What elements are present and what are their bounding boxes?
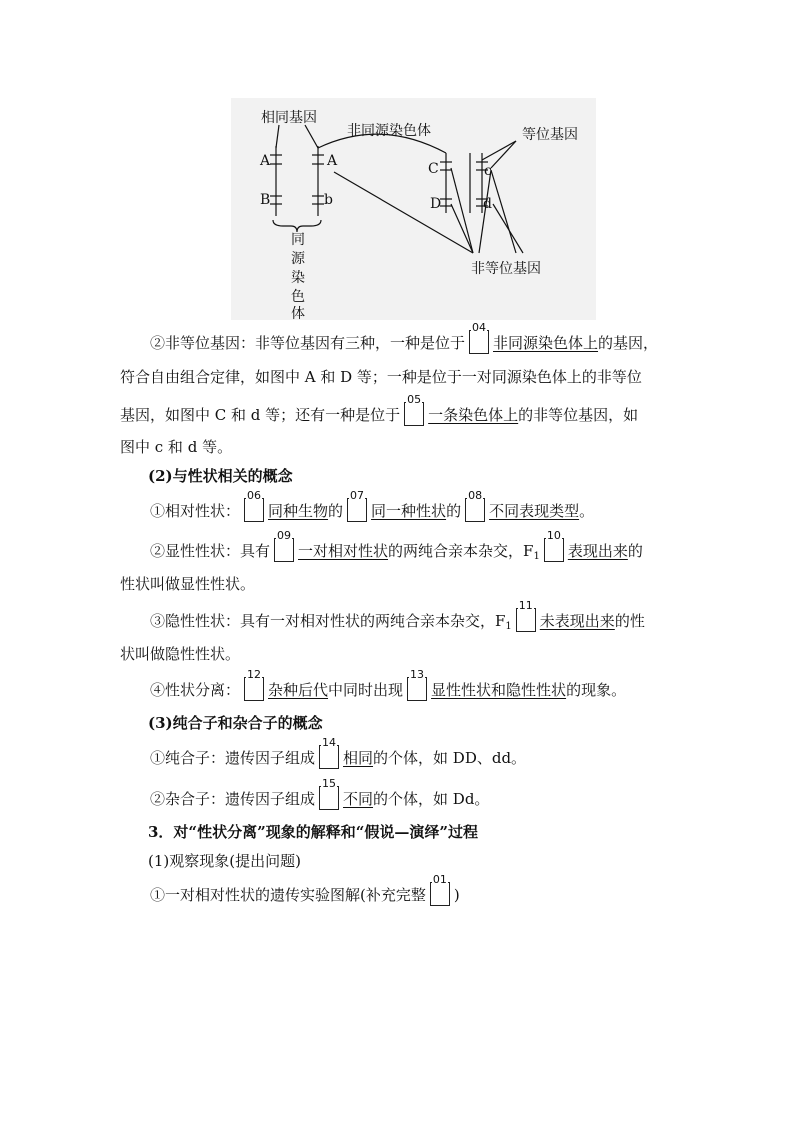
non-allele-paragraph-line4: 图中 c 和 d 等。	[120, 438, 233, 456]
relative-trait-line: ①相对性状： 06 同种生物的 07 同一种性状的 08 不同表现类型。	[150, 489, 595, 520]
recessive-trait-line1: ③隐性性状：具有一对相对性状的两纯合亲本杂交，$F_1$ 11 未表现出来的性	[150, 599, 645, 632]
gene-b: b	[324, 192, 333, 208]
answer-15: 不同	[343, 790, 374, 808]
answer-box-10: 10	[544, 538, 564, 562]
answer-box-04: 04	[469, 330, 489, 354]
allele-pointer-1	[482, 141, 516, 160]
answer-14: 相同	[343, 749, 374, 767]
section-heading-3: 3．对“性状分离”现象的解释和“假说—演绎”过程	[148, 823, 478, 841]
answer-box-09: 09	[274, 538, 294, 562]
homologous-brace	[273, 220, 321, 232]
chromosome-diagram-svg	[231, 98, 596, 320]
label-allele: 等位基因	[522, 127, 578, 143]
answer-box-14: 14	[319, 745, 339, 769]
dominant-trait-line2: 性状叫做显性性状。	[120, 575, 256, 593]
homologous-char-3: 染	[291, 270, 305, 286]
recessive-trait-line2: 状叫做隐性性状。	[120, 645, 241, 663]
experiment-diagram-line: ①一对相对性状的遗传实验图解(补充完整 01 )	[150, 873, 460, 904]
same-gene-pointer-2	[305, 125, 318, 148]
answer-05: 一条染色体上	[428, 406, 519, 424]
section-heading-observe: (1)观察现象(提出问题)	[148, 852, 301, 870]
homologous-char-5: 体	[291, 306, 305, 320]
answer-box-13: 13	[407, 677, 427, 701]
answer-13: 显性性状和隐性性状	[431, 681, 567, 699]
non-allele-paragraph-line3: 基因，如图中 C 和 d 等；还有一种是位于 05 一条染色体上的非等位基因，如	[120, 393, 639, 424]
section-heading-homozygote: (3)纯合子和杂合子的概念	[148, 714, 323, 732]
answer-11: 未表现出来	[539, 612, 615, 630]
answer-box-08: 08	[465, 498, 485, 522]
gene-c: c	[484, 163, 492, 179]
same-gene-pointer-1	[276, 125, 279, 148]
answer-04: 非同源染色体上	[493, 334, 599, 352]
gene-A: A	[260, 153, 271, 169]
answer-box-15: 15	[319, 786, 339, 810]
homologous-char-2: 源	[291, 251, 305, 267]
answer-09: 一对相对性状	[298, 542, 389, 560]
allele-pointer-2	[491, 141, 516, 168]
gene-D: D	[430, 196, 442, 212]
non-allele-paragraph-line2: 符合自由组合定律，如图中 A 和 D 等；一种是位于一对同源染色体上的非等位	[120, 368, 642, 386]
chromosome-diagram	[231, 98, 596, 320]
answer-10: 表现出来	[567, 542, 628, 560]
section-heading-traits: (2)与性状相关的概念	[148, 467, 293, 485]
gene-d: d	[483, 196, 492, 212]
answer-box-11: 11	[516, 608, 536, 632]
homologous-char-1: 同	[291, 232, 305, 248]
gene-C: C	[428, 161, 439, 177]
non-allele-pointer-A	[334, 172, 473, 253]
homozygote-line: ①纯合子：遗传因子组成 14 相同的个体，如 DD、dd。	[150, 736, 527, 767]
dominant-trait-line1: ②显性性状：具有 09 一对相对性状的两纯合亲本杂交，$F_1$ 10 表现出来的	[150, 529, 643, 562]
non-allele-paragraph-line1: ②非等位基因：非等位基因有三种，一种是位于 04 非同源染色体上的基因，	[150, 321, 659, 352]
answer-06: 同种生物	[268, 502, 329, 520]
answer-box-01: 01	[430, 882, 450, 906]
label-same-gene: 相同基因	[261, 110, 317, 126]
answer-box-05: 05	[404, 402, 424, 426]
non-allele-pointer-c2	[491, 170, 516, 253]
answer-box-06: 06	[244, 498, 264, 522]
answer-08: 不同表现类型	[489, 502, 580, 520]
gene-B: B	[260, 192, 271, 208]
label-non-homologous: 非同源染色体	[347, 123, 431, 139]
answer-07: 同一种性状	[371, 502, 447, 520]
trait-segregation-line: ④性状分离： 12 杂种后代中同时出现 13 显性性状和隐性性状的现象。	[150, 668, 627, 699]
answer-12: 杂种后代	[268, 681, 329, 699]
answer-box-07: 07	[347, 498, 367, 522]
label-non-allele: 非等位基因	[471, 261, 541, 277]
homologous-char-4: 色	[291, 289, 305, 305]
answer-box-12: 12	[244, 677, 264, 701]
non-allele-pointer-d	[493, 204, 523, 253]
gene-A2: A	[327, 153, 338, 169]
heterozygote-line: ②杂合子：遗传因子组成 15 不同的个体，如 Dd。	[150, 777, 490, 808]
